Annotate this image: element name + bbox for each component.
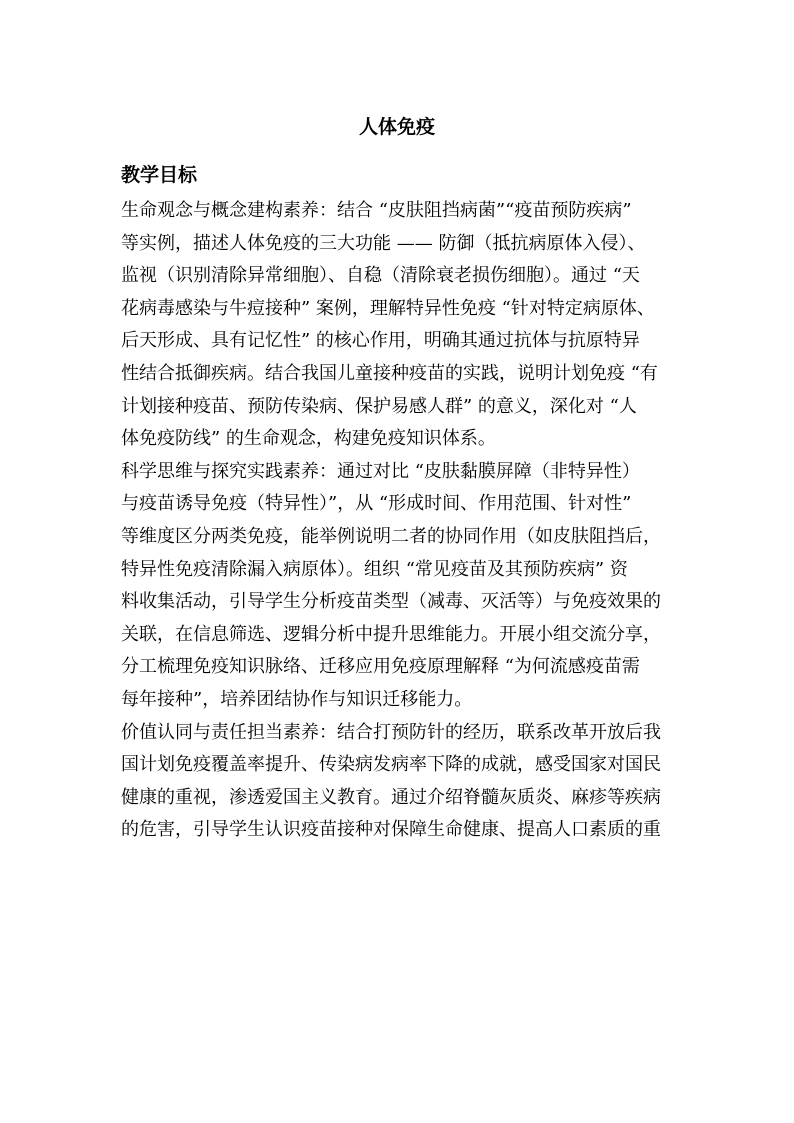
document-title: 人体免疫	[358, 116, 435, 138]
text-line: 与疫苗诱导免疫（特异性）”，从 “形成时间、作用范围、针对性”	[121, 493, 632, 515]
text-line: 性结合抵御疾病。结合我国儿童接种疫苗的实践，说明计划免疫 “有	[121, 362, 658, 384]
section-heading: 教学目标	[121, 164, 198, 186]
text-line: 后天形成、具有记忆性” 的核心作用，明确其通过抗体与抗原特异	[121, 330, 640, 352]
text-line: 等实例，描述人体免疫的三大功能 —— 防御（抵抗病原体入侵）、	[121, 232, 646, 254]
text-line: 关联，在信息筛选、逻辑分析中提升思维能力。开展小组交流分享，	[121, 623, 661, 645]
text-line: 监视（识别清除异常细胞）、自稳（清除衰老损伤细胞）。通过 “天	[121, 265, 640, 287]
text-line: 特异性免疫清除漏入病原体）。组织 “常见疫苗及其预防疾病” 资	[121, 558, 628, 580]
text-line: 科学思维与探究实践素养：通过对比 “皮肤黏膜屏障（非特异性）	[121, 460, 640, 482]
text-line: 的危害，引导学生认识疫苗接种对保障生命健康、提高人口素质的重	[121, 819, 661, 841]
text-line: 健康的重视，渗透爱国主义教育。通过介绍脊髓灰质炎、麻疹等疾病	[121, 786, 661, 808]
text-line: 分工梳理免疫知识脉络、迁移应用免疫原理解释 “为何流感疫苗需	[121, 656, 640, 678]
text-line: 体免疫防线” 的生命观念，构建免疫知识体系。	[121, 428, 496, 450]
body-text	[121, 198, 681, 850]
text-line: 花病毒感染与牛痘接种” 案例，理解特异性免疫 “针对特定病原体、	[121, 297, 655, 319]
text-line: 价值认同与责任担当素养：结合打预防针的经历，联系改革开放后我	[121, 721, 661, 743]
text-line: 料收集活动，引导学生分析疫苗类型（减毒、灭活等）与免疫效果的	[121, 591, 661, 613]
text-line: 计划接种疫苗、预防传染病、保护易感人群” 的意义，深化对 “人	[121, 395, 637, 417]
text-line: 等维度区分两类免疫，能举例说明二者的协同作用（如皮肤阻挡后，	[121, 525, 661, 547]
text-line: 每年接种”，培养团结协作与知识迁移能力。	[121, 688, 473, 710]
text-line: 生命观念与概念建构素养：结合 “皮肤阻挡病菌”“疫苗预防疾病”	[121, 200, 632, 221]
text-line: 国计划免疫覆盖率提升、传染病发病率下降的成就，感受国家对国民	[121, 754, 661, 776]
